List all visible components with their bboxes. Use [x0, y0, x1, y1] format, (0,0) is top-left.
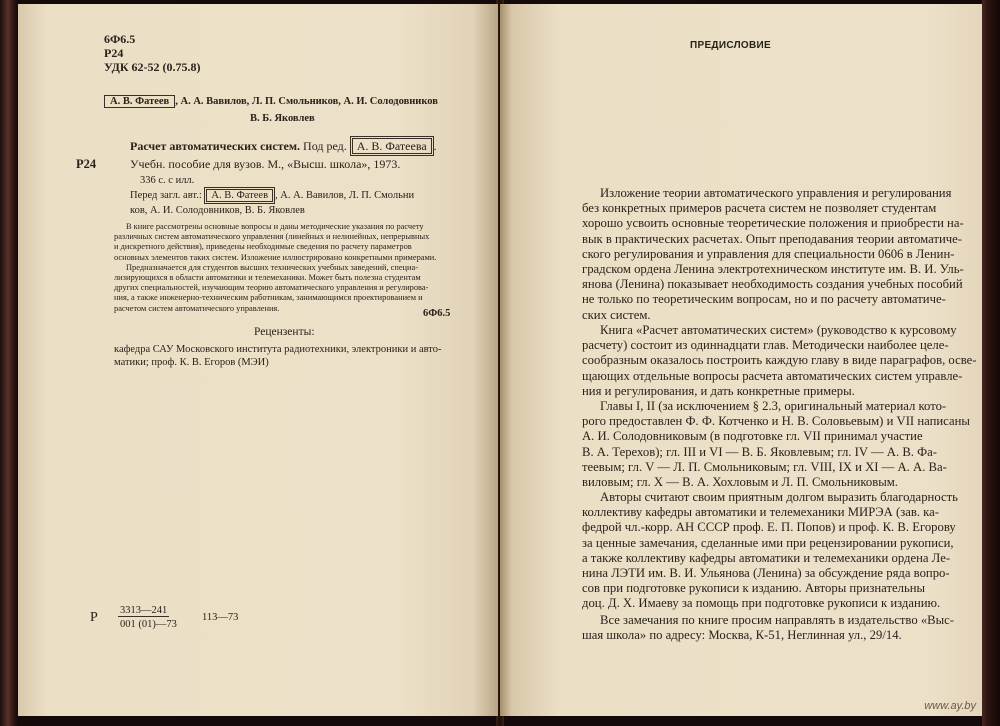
- preface-line: Книга «Расчет автоматических систем» (руководство к курсовому: [600, 323, 957, 337]
- reviewers-line: матики; проф. К. В. Егоров (МЭИ): [114, 357, 269, 368]
- preface-line: сообразным оказалось построить каждую главу в виде параграфов, осве-: [582, 353, 977, 368]
- publication-line: Учебн. пособие для вузов. М., «Высш. школа», 1973.: [130, 157, 401, 171]
- author-boxed: А. В. Фатеев: [104, 95, 175, 108]
- udk-code: УДК 62-52 (0.75.8): [104, 60, 201, 74]
- abstract-line: основных элементов таких систем. Изложение иллюстрировано конкретными примерами.: [114, 252, 437, 262]
- footer-letter: Р: [90, 610, 98, 625]
- preface-line: не только по теоретическим вопросам, но и по расчету автоматиче-: [582, 292, 946, 307]
- before-title-line: [130, 190, 414, 201]
- preface-line: градском ордена Ленина электротехническом институте им. В. И. Уль-: [582, 262, 964, 277]
- preface-line: без конкретных примеров расчета систем не позволяет студентам: [582, 201, 937, 216]
- abstract-line: В книге рассмотрены основные вопросы и даны методические указания по расчету: [126, 222, 424, 231]
- preface-line: Все замечания по книге просим направлять в издательство «Выс-: [600, 613, 955, 627]
- preface-line: В. А. Терехов); гл. III и VI — В. Б. Яковлевым; гл. IV — А. В. Фа-: [582, 444, 937, 459]
- preface-line: сов при подготовке рукописи к изданию. Авторы признательны: [582, 581, 926, 596]
- bbk-bottom: 6Ф6.5: [423, 308, 451, 319]
- before-title-line2: ков, А. И. Солодовников, В. Б. Яковлев: [130, 205, 305, 216]
- abstract-line: лизирующихся в области автоматики и телемеханики. Может быть полезна студентам: [114, 273, 421, 283]
- bbk-code: 6Ф6.5: [104, 32, 136, 46]
- abstract-line: различных систем автоматического управления (линейных и нелинейных, непрерывных: [114, 232, 430, 242]
- preface-line: вык в практических расчетах. Опыт преподавания теории автоматиче-: [582, 231, 962, 246]
- footer-right: 113—73: [202, 612, 239, 623]
- footer-denominator: 001 (01)—73: [120, 619, 177, 630]
- reviewers-title: Рецензенты:: [254, 326, 315, 338]
- preface-line: доц. Д. Х. Имаеву за помощь при подготовке рукописи к изданию.: [582, 596, 941, 611]
- footer-numerator: 3313—241: [120, 605, 168, 616]
- preface-line: теевым; гл. V — Л. П. Смольниковым; гл. VIII, IX и XI — А. А. Ва-: [582, 459, 947, 474]
- preface-line: расчету) состоит из одиннадцати глав. Методически наиболее целе-: [582, 338, 949, 353]
- preface-line: а также коллективу кафедры автоматики и телемеханики ордена Ле-: [582, 550, 951, 565]
- preface-line: ского регулирования и управления для специальности 0606 в Ленин-: [582, 246, 955, 261]
- editor-boxed: А. В. Фатеева: [350, 136, 434, 156]
- watermark: www.ay.by: [924, 700, 976, 712]
- library-code: Р24: [104, 46, 124, 60]
- coauthors: , А. А. Вавилов, Л. П. Смольников, А. И. Солодовников: [175, 96, 438, 107]
- reviewers-block: [114, 343, 442, 369]
- preface-paragraph: [582, 613, 955, 643]
- right-page: [500, 4, 982, 716]
- left-page: [18, 4, 498, 716]
- preface-line: рого предоставлен Ф. Ф. Котченко и Н. В. Соловьевым) и VII написаны: [582, 414, 970, 429]
- preface-line: Авторы считают своим приятным долгом выразить благодарность: [600, 490, 958, 504]
- preface-line: хорошо усвоить основные теоретические положения и приобрести на-: [582, 216, 964, 231]
- abstract-line: ния, а также инженерно-техническим работникам, занимающимся проектированием и: [114, 293, 423, 303]
- authors-line: [104, 96, 438, 107]
- preface-line: виловым; гл. X — В. А. Хохловым и Л. П. Смольниковым.: [582, 475, 898, 490]
- preface-line: федрой чл.-корр. АН СССР проф. Е. П. Попов) и проф. К. В. Егорову: [582, 520, 956, 535]
- title-editor: Под ред.: [303, 139, 347, 153]
- title-line: [130, 139, 437, 154]
- preface-line: коллективу кафедры автоматики и телемеханики МИРЭА (зав. ка-: [582, 505, 940, 520]
- preface-line: щающих отдельные вопросы расчета автоматических систем управле-: [582, 368, 963, 383]
- abstract-block: [114, 222, 436, 314]
- before-title-boxed: А. В. Фатеев: [204, 187, 275, 204]
- preface-heading: ПРЕДИСЛОВИЕ: [690, 40, 771, 51]
- preface-line: ских систем.: [582, 307, 651, 322]
- before-title-prefix: Перед загл. авт.:: [130, 190, 202, 201]
- book-title: Расчет автоматических систем.: [130, 139, 301, 153]
- side-code: Р24: [76, 157, 97, 171]
- abstract-line: Предназначается для студентов высших технических учебных заведений, специа-: [126, 262, 419, 272]
- preface-line: Главы I, II (за исключением § 2.3, оригинальный материал кото-: [600, 399, 947, 413]
- preface-line: янова (Ленина) показывает необходимость создания учебных пособий: [582, 277, 963, 292]
- preface-paragraph: [582, 490, 958, 612]
- book-cover-edge: [982, 0, 1000, 726]
- preface-line: Изложение теории автоматического управления и регулирования: [600, 186, 952, 200]
- preface-line: за ценные замечания, сделанные ими при рецензировании рукописи,: [582, 535, 954, 550]
- before-title-rest: , А. А. Вавилов, Л. П. Смольни: [275, 190, 415, 201]
- preface-paragraph: [582, 323, 977, 399]
- preface-paragraph: [582, 399, 970, 490]
- coauthor-last: В. Б. Яковлев: [250, 113, 315, 124]
- title-dot: .: [433, 139, 437, 153]
- abstract-line: и дискретного действия), приведены необходимые сведения по расчету параметров: [114, 242, 412, 252]
- abstract-line: расчетом систем автоматического управления.: [114, 303, 280, 313]
- pages-line: 336 с. с илл.: [140, 175, 195, 186]
- preface-line: А. И. Солодовниковым (в подготовке гл. VII принимал участие: [582, 429, 923, 444]
- reviewers-line: кафедра САУ Московского института радиотехники, электроники и авто-: [114, 344, 442, 355]
- preface-line: ния и регулирования, и дать конкретные примеры.: [582, 383, 855, 398]
- preface-paragraph: [582, 186, 964, 323]
- preface-line: нина ЛЭТИ им. В. И. Ульянова (Ленина) за обсуждение ряда вопро-: [582, 566, 950, 581]
- abstract-line: других специальностей, изучающим теорию автоматического управления и регулирова-: [114, 283, 429, 293]
- preface-line: шая школа» по адресу: Москва, К-51, Неглинная ул., 29/14.: [582, 628, 902, 643]
